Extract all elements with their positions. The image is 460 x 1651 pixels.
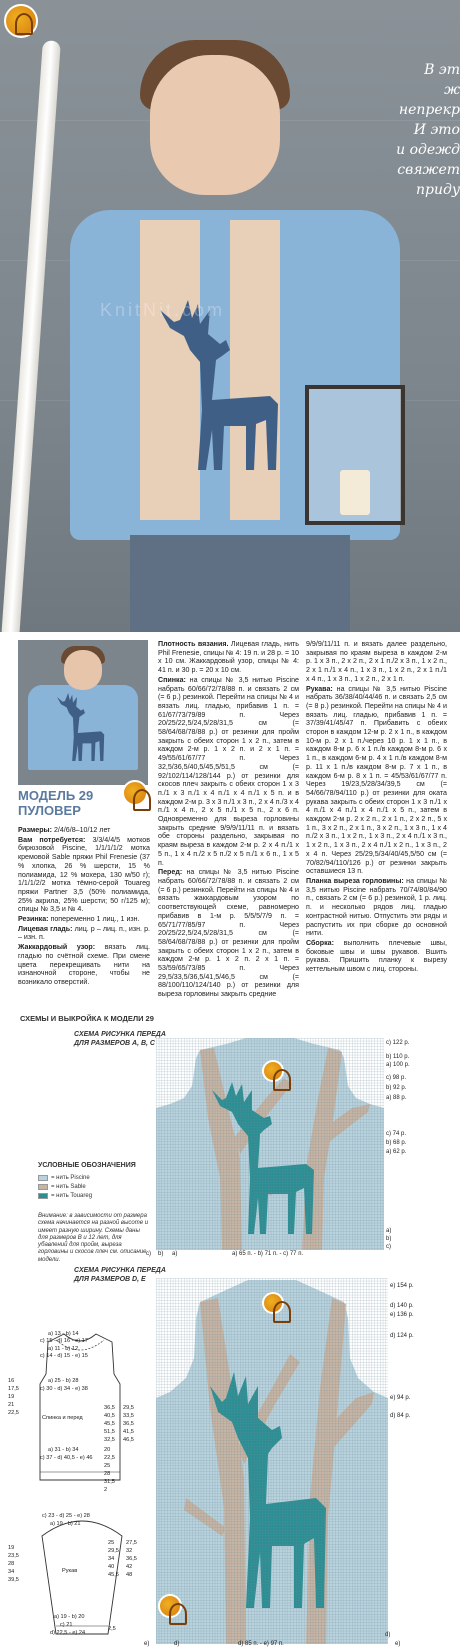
script-caption: В эт ж непрекр И это и одежд свяжет приду <box>396 62 460 198</box>
pattern-label: 16 <box>8 1378 15 1384</box>
pattern-label: 34 <box>108 1556 115 1562</box>
thumbnail-photo <box>18 640 148 785</box>
pattern-label: 25 <box>104 1463 111 1469</box>
pattern-label: 29,5 <box>123 1405 134 1411</box>
pattern-label: 20 <box>104 1447 111 1453</box>
pattern-label: 32,5 <box>104 1437 115 1443</box>
pattern-label: d) 22,5 - e) 24 <box>50 1630 86 1636</box>
chart-note: Внимание: в зависимости от размера схема начинается на разной высоте и имеет разную ширину. Схемы даны для размеров B и 12 лет, для убавлений для пройм, выреза горловины и скосов плеч см. описание модели. <box>38 1213 149 1263</box>
pattern-label: 28 <box>104 1471 111 1477</box>
pattern-label: a) 19 - b) 21 <box>50 1521 81 1527</box>
pattern-label: 36,5 <box>126 1556 137 1562</box>
pattern-label: 22,5 <box>104 1455 115 1461</box>
deer-motif <box>150 300 300 470</box>
pattern-label: 25 <box>108 1540 115 1546</box>
candle <box>340 470 370 515</box>
pattern-label: 2,5 <box>108 1626 116 1632</box>
chart2-col-label: e) <box>144 1641 150 1647</box>
pattern-label: 36,5 <box>104 1405 115 1411</box>
pattern-label: 28 <box>8 1561 15 1567</box>
pattern-label: 40 <box>108 1564 115 1570</box>
pattern-label: 40,5 <box>104 1413 115 1419</box>
legend-item-sable: = нить Sable <box>38 1184 86 1190</box>
legend-item-touareg: = нить Touareg <box>38 1193 92 1199</box>
pattern-label: c) 14 - d) 15 - e) 15 <box>40 1353 88 1359</box>
pattern-label: a) 11 - b) 12 <box>48 1346 79 1352</box>
jeans <box>130 535 350 632</box>
pattern-label: 51,5 <box>104 1429 115 1435</box>
chart1-col-label: a) <box>172 1251 178 1257</box>
pattern-label: c) 30 - d) 34 - e) 38 <box>40 1386 88 1392</box>
pattern-label: 41,5 <box>123 1429 134 1435</box>
pattern-label: 17,5 <box>8 1386 19 1392</box>
chart1-col-label: b) <box>386 1236 392 1242</box>
legend-item-piscine: = нить Piscine <box>38 1175 90 1181</box>
pattern-label: 2 <box>104 1487 108 1493</box>
chart1-col-label: c) <box>386 1244 391 1250</box>
chart1-row-label: c) 122 р. <box>386 1040 410 1046</box>
pattern-label: 39,5 <box>8 1577 19 1583</box>
chart2-row-label: e) 154 р. <box>390 1283 414 1289</box>
white-branch <box>1 40 61 632</box>
pattern-label: 31,5 <box>104 1479 115 1485</box>
yarn-logo-icon <box>262 1292 284 1314</box>
pattern-label: a) 31 - b) 34 <box>48 1447 79 1453</box>
chart1-row-label: a) 88 р. <box>386 1095 407 1101</box>
pattern-label: 34 <box>8 1569 15 1575</box>
pattern-label: a) 19 - b) 20 <box>54 1614 85 1620</box>
pattern-label: 23,5 <box>8 1553 19 1559</box>
chart2-row-label: d) 124 р. <box>390 1333 414 1339</box>
site-logo-icon <box>4 4 38 38</box>
pattern-label: 45,5 <box>108 1572 119 1578</box>
chart2-title: СХЕМА РИСУНКА ПЕРЕДА ДЛЯ РАЗМЕРОВ D, E <box>74 1267 166 1283</box>
pattern-label: c) 37 - d) 40,5 - e) 46 <box>40 1455 93 1461</box>
watermark: KnitNit.com <box>100 300 226 320</box>
chart1-row-label: b) 68 р. <box>386 1140 407 1146</box>
chart2-row-label: e) 136 р. <box>390 1312 414 1318</box>
deer-motif-small <box>53 692 113 762</box>
pattern-label: 22,5 <box>8 1410 19 1416</box>
chart2-row-label: d) 84 р. <box>390 1413 411 1419</box>
charts-section-title: СХЕМЫ И ВЫКРОЙКА К МОДЕЛИ 29 <box>20 1014 154 1023</box>
knitting-chart-de <box>156 1278 391 1644</box>
pattern-label: 36,5 <box>123 1421 134 1427</box>
sleeve-label: Рукав <box>62 1568 78 1574</box>
pattern-label: c) 21 <box>60 1622 73 1628</box>
chart2-col-label: e) <box>395 1641 401 1647</box>
chart1-row-label: b) 110 р. <box>386 1054 410 1060</box>
chart1-col-label: c) <box>146 1251 151 1257</box>
pattern-label: c) 15 - d) 16 - e) 17 <box>40 1338 88 1344</box>
pattern-label: 19 <box>8 1394 15 1400</box>
chart1-row-label: c) 74 р. <box>386 1131 407 1137</box>
chart2-col-label: d) <box>385 1632 391 1638</box>
child-face <box>150 55 280 195</box>
chart1-row-label: a) 62 р. <box>386 1149 407 1155</box>
chart2-col-label: d) <box>174 1641 180 1647</box>
pattern-label: 19 <box>8 1545 15 1551</box>
instructions-column-3: 9/9/9/11/11 п. и вязать далее раздельно, закрывая по краям выреза в каждом 2-м р. 1 х 3 п., 2 х 2 п., 2 х 1 п./2 х 3 п., 1 х 2 п., 2 х 1 п./1 х 4 п., 1 х 3 п., 1 х 2 п., 2 х 1 п./1 х 4 п., 1 х 3 п., 1 х 2 п., 2 х 1 п. Рукава: на спицы № 3,5 нитью Piscine набрать 36/38/40/44/46 п. и связать 2,5 см (= 8 р.) резинкой. Перейти на спицы № 4 и вязать лиц. гладью, прибавив 1 п. = 37/39/41/45/47 п. Прибавить с обеих сторон в каждом 12-м р. 2 х 1 п., в каждом 10-м р. 2 х 1 п./через 10 р. 1 х 1 п., в каждом 8-м р. 6 х 1 п./в каждом 8-м р. 6 х 1 п., в каждом 6-м р. 4 х 1 п./в каждом 8-м р. 11 х 1 п./в каждом 8-м р. 7 х 1 п., в каждом 6-м р. 8 х 1 п. = 45/53/61/67/77 п. Через 19/23,5/28/34/39,5 см (= 54/66/78/94/110 р.) от резинки для оката рукава закрыть с обеих сторон 1 х 3 п./1 х 4 п./1 х 4 п./1 х 4 п./1 х 5 п., затем в каждом 2-м р. 2 х 2 п., 2 х 1 п., 2 х 2 п., 5 х 1 п., 3 х 2 п., 2 х 1 п., 3 х 2 п., 1 х 3 п., 1 х 4 п./2 х 3 п., 1 х 2 п., 1 х 3 п., 2 х 4 п./1 х 3 п., 1 х 2 п., 1 х 3 п., 2 х 4 п./1 х 2 п., 1 х 3 п., 2 х 4 п. Через 25/29,5/34/40/45,5/50 см (= 70/82/94/110/126 р.) от резинки закрыть оставшиеся 13 п. Планка выреза горловины: на спицы № 3,5 нитью Piscine набрать 70/74/80/84/90 п., связать 2 см (= 6 р.) резинкой, 1 р. лиц. п. и несколько рядов лиц. гладью контрастной нитью. Отпустить эти ряды и распустить их при сборке до основной нити. Сборка: выполнить плечевые швы, боковые швы и швы рукавов. Вшить рукава. Пришить планку к вырезу кеттельным швом с лиц. стороны. <box>306 640 447 974</box>
chart1-row-label: c) 98 р. <box>386 1075 407 1081</box>
yarn-logo-icon <box>158 1594 182 1618</box>
chart1-row-label: b) 92 р. <box>386 1085 407 1091</box>
instructions-column-2: Плотность вязания. Лицевая гладь, нить Phil Frenesie, спицы № 4: 19 п. и 28 р. = 10 х 10 см. Жаккардовый узор, спицы № 4: 41 п. и 30 р. = 20 х 10 см. Спинка: на спицы № 3,5 нитью Piscine набрать 60/66/72/78/88 п. и связать 2 см (= 6 р.) резинкой. Перейти на спицы № 4 и вязать лиц. гладью, прибавив 1 п. = 61/67/73/79/89 п. Через 20/25/22,5/24,5/28/31,5 см (= 58/64/68/78/88 р.) от резинки для пройм закрыть с обеих сторон 1 х 2 п., затем в каждом 2-м р. 1 х 2 п. и 2 х 1 п. = 49/55/61/67/77 п. Через 32,5/36,5/40,5/45,5/51,5 см (= 92/102/114/128/144 р.) от резинки для скосов плеч закрыть с обеих сторон 1 х 3 п./1 х 3 п./1 х 4 п./1 х 4 п./1 х 5 п. и в каждом 2-м р. 3 х 3 п./1 х 3 п., 2 х 4 п./3 х 4 п./1 х 4 п., 2 х 5 п./1 х 5 п., 2 х 6 п. Одновременно для выреза горловины закрыть средние 9/9/9/11/11 п. и вязать обе стороны раздельно, закрывая по краям выреза в каждом 2-м р. 2 х 4 п./1 х 5 п., 1 х 4 п./2 х 5 п./2 х 5 п./1 х 6 п., 1 х 5 п. Перед: на спицы № 3,5 нитью Piscine набрать 60/66/72/78/88 п. и связать 2 см (= 6 р.) резинкой. Перейти на спицы № 4 и вязать жаккардовым узором по соответствующей схеме, равномерно прибавив в 1-м р. 5/5/5/7/9 п. = 65/71/77/85/97 п. Через 20/25/22,5/24,5/28/31,5 см (= 58/64/68/78/88 р.) от резинки для пройм закрыть с обеих сторон 1 х 2 п., затем в каждом 2-м р. 1 х 2 п. 2 х 1 п. = 53/59/65/73/85 п. Через 29,5/33,5/36,5/41,5/46,5 см (= 88/100/110/124/140 р.) от резинки для выреза горловины закрыть средние <box>158 640 299 999</box>
pattern-label: 33,5 <box>123 1413 134 1419</box>
pattern-label: 46,5 <box>123 1437 134 1443</box>
pattern-label: 48 <box>126 1572 133 1578</box>
legend-title: УСЛОВНЫЕ ОБОЗНАЧЕНИЯ <box>38 1162 136 1169</box>
yarn-logo-icon <box>262 1060 284 1082</box>
chart1-col-label: b) <box>158 1251 164 1257</box>
yarn-logo-icon <box>122 780 148 806</box>
chart2-col-label: d) 85 п. - e) 97 п. <box>238 1641 284 1647</box>
chart1-title: СХЕМА РИСУНКА ПЕРЕДА ДЛЯ РАЗМЕРОВ A, B, C <box>74 1031 166 1047</box>
instructions-column-1: Размеры: 2/4/6/8–10/12 лет Вам потребуется: 3/3/4/4/5 мотков бирюзовой Piscine, 1/1/1/1/2 мотка кремовой Sable пряжи Phil Frenesie (37 % хлопка, 26 % шерсти, 15 % полиамида, 12 % мохера, 130 м/50 г); 1/1/1/2/2 мотка тёмно-серой Touareg пряжи Partner 3,5 (50% полиамида, 25% акрила, 25% шерсти; 50 г/125 м); спицы № 3,5 и № 4. Резинка: попеременно 1 лиц., 1 изн. Лицевая гладь: лиц. р – лиц. п., изн. р. – изн. п. Жаккардовый узор: вязать лиц. гладью по счётной схеме. При смене цвета перекрещивать нити на изнаночной стороне, чтобы не возникало отверстий. <box>18 826 150 986</box>
chart2-row-label: d) 140 р. <box>390 1303 414 1309</box>
pattern-label: 45,5 <box>104 1421 115 1427</box>
hero-photo <box>0 0 460 632</box>
chart1-col-label: a) 65 п. - b) 71 п. - c) 77 п. <box>232 1251 304 1257</box>
chart1-col-label: a) <box>386 1228 392 1234</box>
pattern-label: 42 <box>126 1564 133 1570</box>
chart2-row-label: e) 94 р. <box>390 1395 411 1401</box>
pattern-label: 27,5 <box>126 1540 137 1546</box>
pattern-label: a) 13 - b) 14 <box>48 1331 79 1337</box>
pattern-label: a) 25 - b) 28 <box>48 1378 79 1384</box>
pattern-label: 21 <box>8 1402 15 1408</box>
model-title: МОДЕЛЬ 29 ПУЛОВЕР <box>18 788 94 818</box>
pattern-label: 29,5 <box>108 1548 119 1554</box>
sleeve-schematic <box>22 1510 142 1640</box>
body-label: Спинка и перед <box>42 1415 83 1421</box>
chart1-row-label: a) 100 р. <box>386 1062 410 1068</box>
pattern-label: 32 <box>126 1548 133 1554</box>
pattern-label: c) 23 - d) 25 - e) 28 <box>42 1513 90 1519</box>
